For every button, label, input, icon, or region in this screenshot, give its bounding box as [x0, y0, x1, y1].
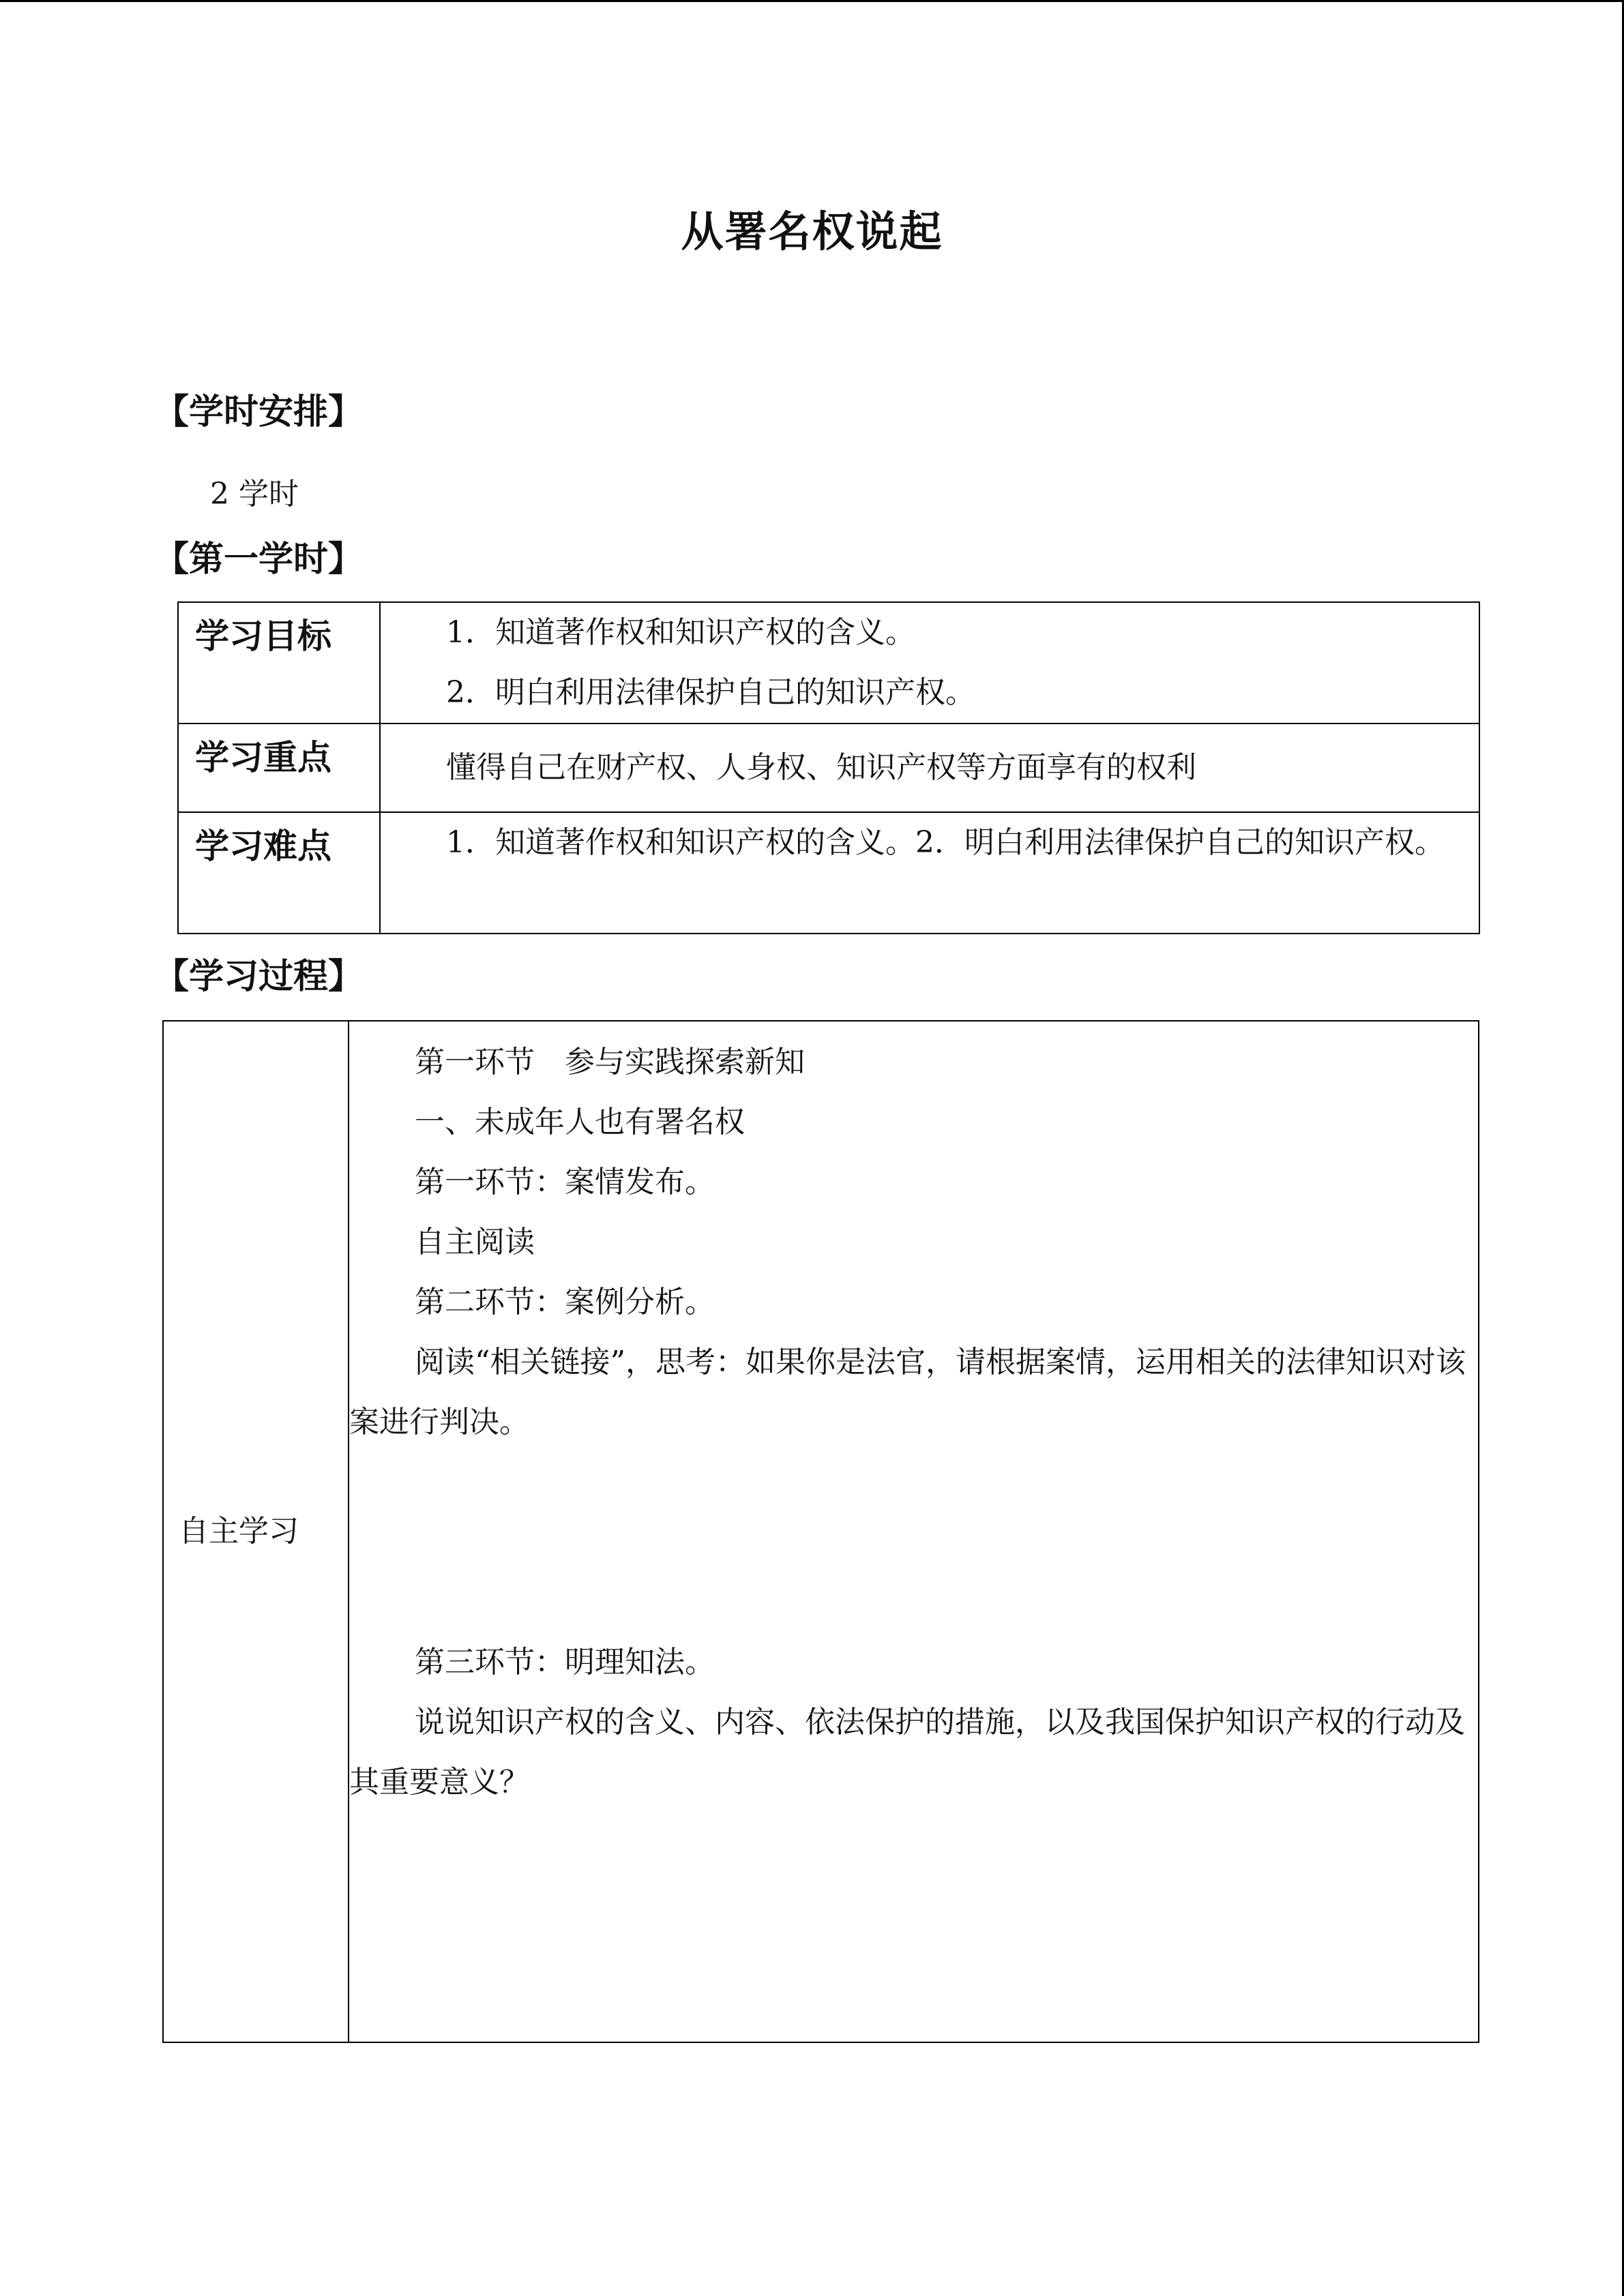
process-row [163, 1021, 1479, 2042]
objectives-label: 学习目标 [178, 602, 380, 724]
process-line-4: 自主阅读 [415, 1225, 535, 1259]
first-period-heading: 【第一学时】 [154, 539, 364, 580]
top-border [0, 0, 1624, 2]
schedule-hours: 2 学时 [210, 477, 299, 511]
process-table [162, 1020, 1479, 2043]
process-label: 自主学习 [163, 1021, 349, 2042]
schedule-heading: 【学时安排】 [154, 392, 364, 432]
answer-space-1 [349, 1452, 1478, 1632]
key-points-label: 学习重点 [178, 724, 380, 812]
process-line-2: 一、未成年人也有署名权 [415, 1105, 745, 1139]
process-heading: 【学习过程】 [154, 957, 364, 997]
difficulties-label: 学习难点 [178, 812, 380, 934]
objectives-content [380, 602, 1479, 724]
process-line-1: 第一环节 参与实践探索新知 [415, 1045, 805, 1079]
objective-line-1: 1．知道著作权和知识产权的含义。 [446, 615, 915, 650]
key-points-row [178, 724, 1479, 812]
objectives-row [178, 602, 1479, 724]
process-content [349, 1021, 1479, 2042]
process-line-8: 说说知识产权的含义、内容、依法保护的措施，以及我国保护知识产权的行动及其重要意义？ [349, 1705, 1465, 1800]
difficulties-content [380, 812, 1479, 934]
process-line-5: 第二环节：案例分析。 [415, 1285, 715, 1320]
page-title: 从署名权说起 [681, 207, 943, 256]
difficulties-line: 1．知道著作权和知识产权的含义。2．明白利用法律保护自己的知识产权。 [446, 825, 1445, 860]
difficulties-row [178, 812, 1479, 934]
objectives-table [177, 601, 1480, 934]
objective-line-2: 2．明白利用法律保护自己的知识产权。 [446, 675, 975, 710]
key-points-line: 懂得自己在财产权、人身权、知识产权等方面享有的权利 [446, 750, 1196, 785]
process-line-3: 第一环节：案情发布。 [415, 1165, 715, 1199]
key-points-content [380, 724, 1479, 812]
process-line-7: 第三环节：明理知法。 [415, 1645, 715, 1680]
process-line-6: 阅读“相关链接”，思考：如果你是法官，请根据案情，运用相关的法律知识对该案进行判决。 [349, 1345, 1466, 1440]
